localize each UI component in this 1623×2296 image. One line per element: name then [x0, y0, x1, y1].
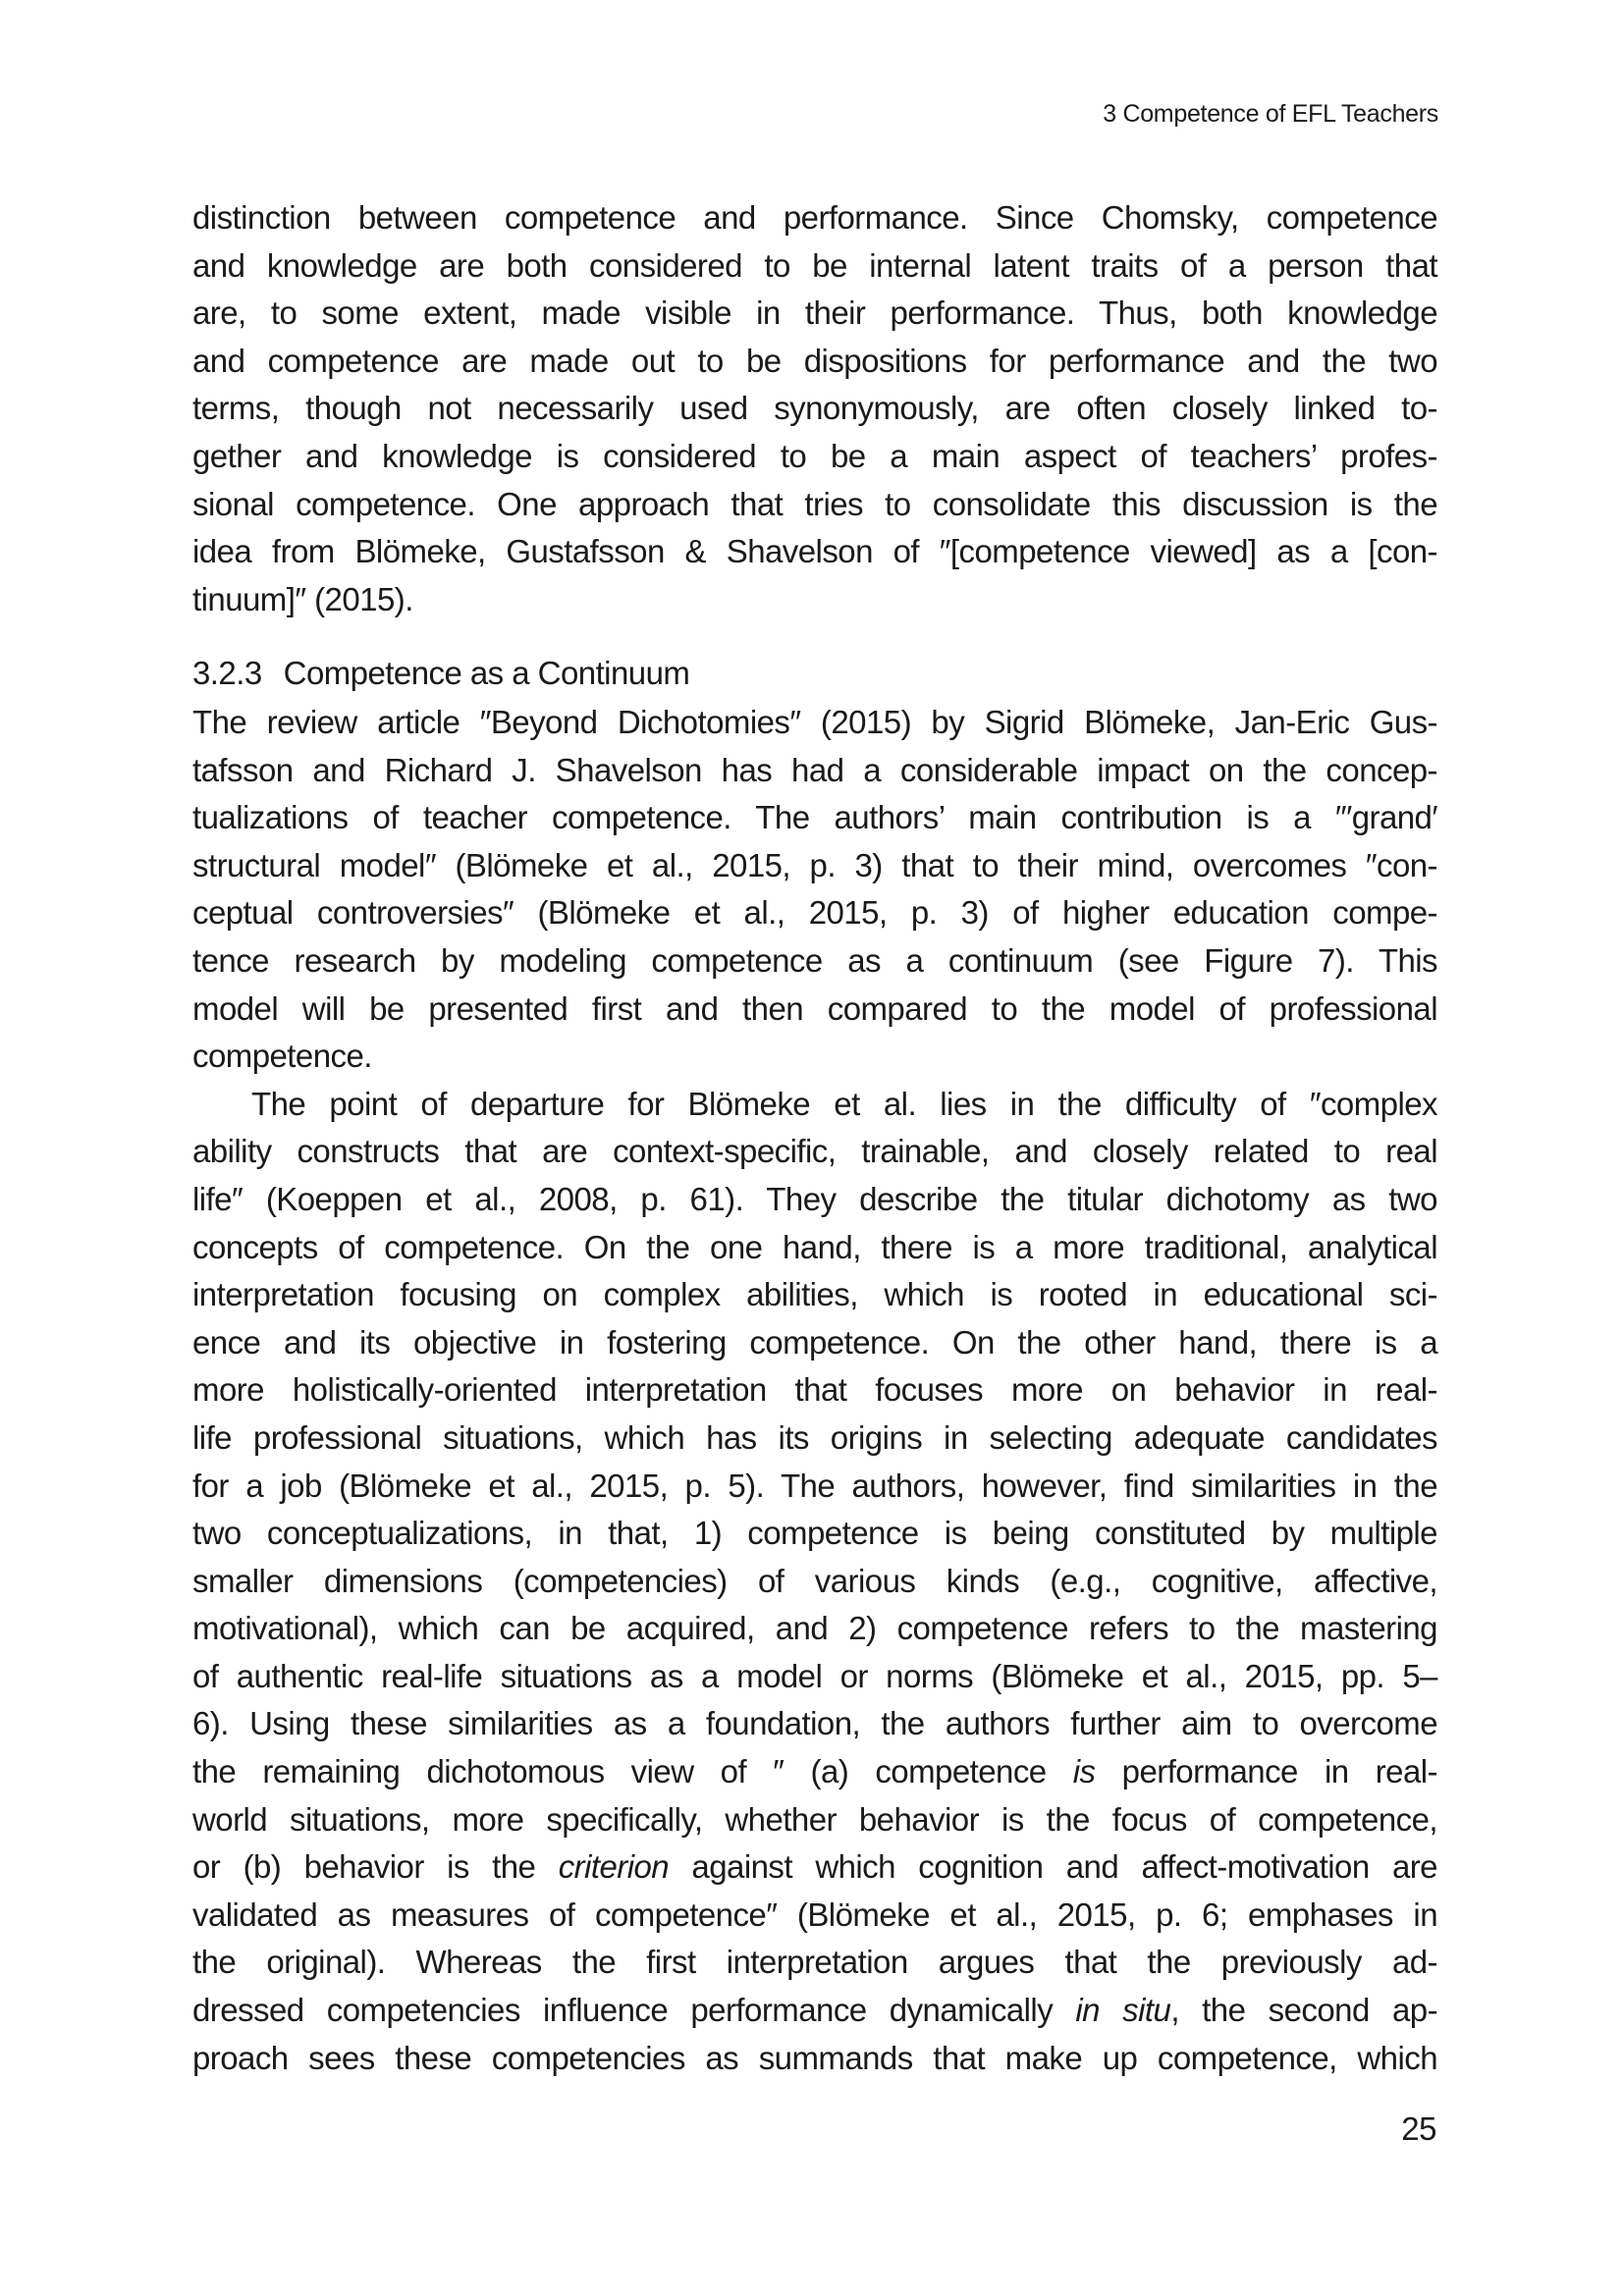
text-line: life″ (Koeppen et al., 2008, p. 61). They describe the titular dichotomy as two: [192, 1180, 1437, 1217]
italic-emphasis: in situ: [1075, 1992, 1171, 2029]
text-line: gether and knowledge is considered to be a main aspect of teachers’ profes-: [192, 437, 1437, 474]
text-line: competence.: [192, 1038, 372, 1075]
text-line: are, to some extent, made visible in their performance. Thus, both knowledge: [192, 294, 1437, 332]
text-line: tafsson and Richard J. Shavelson has had a considerable impact on the concep-: [192, 751, 1437, 788]
text-run: , the second ap-: [1170, 1992, 1438, 2029]
section-title: Competence as a Continuum: [283, 655, 690, 691]
section-body: [192, 699, 1437, 2082]
text-line: sional competence. One approach that tries to consolidate this discussion is the: [192, 485, 1437, 522]
text-line: life professional situations, which has its origins in selecting adequate candidates: [192, 1418, 1437, 1456]
italic-emphasis: is: [1072, 1753, 1096, 1790]
text-line: ence and its objective in fostering competence. On the other hand, there is a: [192, 1323, 1437, 1361]
text-line: 6). Using these similarities as a foundation, the authors further aim to overcome: [192, 1705, 1437, 1742]
text-line: and competence are made out to be dispositions for performance and the two: [192, 342, 1437, 379]
text-line: [192, 1748, 1437, 1796]
text-run: against which cognition and affect-motivation are: [669, 1848, 1437, 1886]
italic-emphasis: criterion: [558, 1848, 670, 1886]
text-run: the remaining dichotomous view of ″ (a) competence: [192, 1753, 1073, 1790]
section-heading: [192, 650, 689, 697]
text-line: idea from Blömeke, Gustafsson & Shavelson of ″[competence viewed] as a [con-: [192, 533, 1437, 570]
text-line: validated as measures of competence″ (Blömeke et al., 2015, p. 6; emphases in: [192, 1896, 1437, 1933]
text-line: terms, though not necessarily used synonymously, are often closely linked to-: [192, 390, 1437, 427]
text-line: tinuum]″ (2015).: [192, 580, 413, 617]
paragraph-continued: [192, 194, 1437, 623]
text-line: more holistically-oriented interpretation that focuses more on behavior in real-: [192, 1371, 1437, 1409]
text-line: distinction between competence and performance. Since Chomsky, competence: [192, 199, 1437, 236]
text-line: tence research by modeling competence as a continuum (see Figure 7). This: [192, 941, 1437, 979]
text-line: smaller dimensions (competencies) of various kinds (e.g., cognitive, affective,: [192, 1562, 1437, 1599]
text-line: tualizations of teacher competence. The authors’ main contribution is a ″′grand′: [192, 799, 1437, 836]
text-line: two conceptualizations, in that, 1) competence is being constituted by multiple: [192, 1515, 1437, 1552]
section-number: 3.2.3: [192, 655, 262, 691]
text-run: or (b) behavior is the: [192, 1848, 559, 1886]
text-line: proach sees these competencies as summands that make up competence, which: [192, 2039, 1437, 2076]
text-line: interpretation focusing on complex abilities, which is rooted in educational sci-: [192, 1276, 1437, 1313]
running-header: 3 Competence of EFL Teachers: [1103, 100, 1438, 128]
text-line: ceptual controversies″ (Blömeke et al., 2015, p. 3) of higher education compe-: [192, 894, 1437, 932]
page-number: 25: [1401, 2110, 1436, 2147]
text-line: and knowledge are both considered to be internal latent traits of a person that: [192, 246, 1437, 284]
text-line: The point of departure for Blömeke et al. lies in the difficulty of ″complex: [251, 1085, 1437, 1122]
text-line: ability constructs that are context-specific, trainable, and closely related to real: [192, 1133, 1437, 1170]
text-line: for a job (Blömeke et al., 2015, p. 5). The authors, however, find similarities in the: [192, 1467, 1437, 1504]
text-line: of authentic real-life situations as a model or norms (Blömeke et al., 2015, pp. 5–: [192, 1657, 1437, 1694]
text-line: structural model″ (Blömeke et al., 2015, p. 3) that to their mind, overcomes ″con-: [192, 846, 1437, 883]
text-line: model will be presented first and then compared to the model of professional: [192, 989, 1437, 1027]
text-line: concepts of competence. On the one hand, there is a more traditional, analytical: [192, 1228, 1437, 1265]
text-line: [192, 1843, 1437, 1892]
text-run: performance in real-: [1095, 1753, 1438, 1790]
text-line: [192, 1987, 1437, 2035]
text-line: world situations, more specifically, whether behavior is the focus of competence,: [192, 1800, 1437, 1838]
text-run: dressed competencies influence performance dynamically: [192, 1992, 1076, 2029]
text-line: The review article ″Beyond Dichotomies″ (2015) by Sigrid Blömeke, Jan-Eric Gus-: [192, 704, 1437, 740]
text-line: the original). Whereas the first interpretation argues that the previously ad-: [192, 1944, 1437, 1981]
text-line: motivational), which can be acquired, and 2) competence refers to the mastering: [192, 1610, 1437, 1647]
